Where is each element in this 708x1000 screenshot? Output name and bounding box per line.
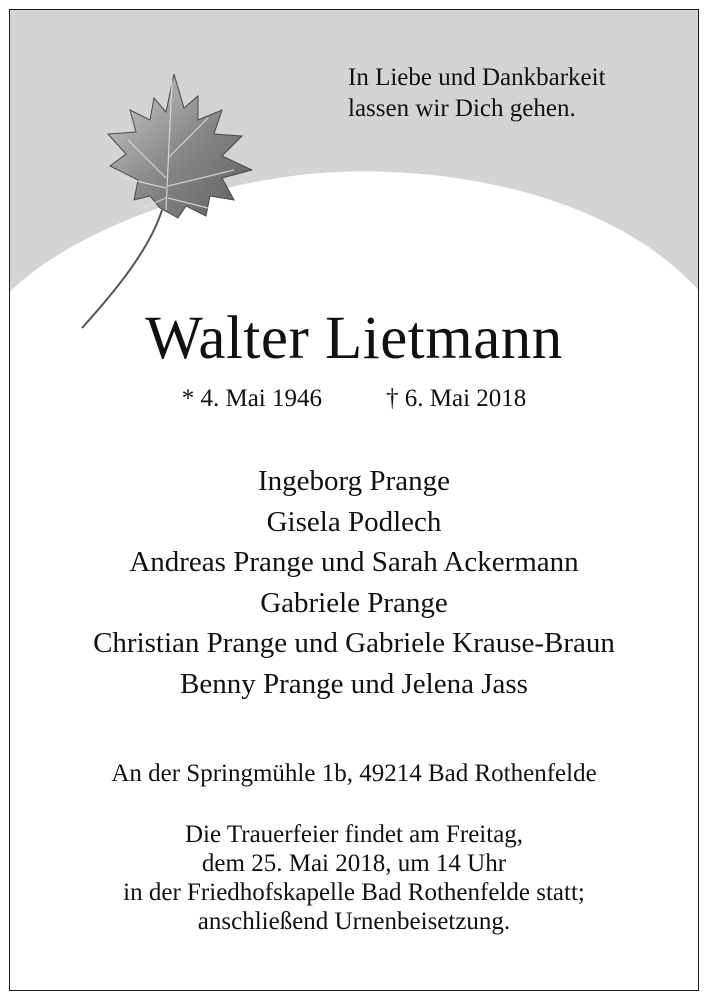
- quote-line-2: lassen wir Dich gehen.: [348, 95, 576, 122]
- address: An der Springmühle 1b, 49214 Bad Rothenfelde: [111, 760, 597, 787]
- mourners-list: [10, 461, 698, 704]
- mourner-line: Gisela Podlech: [266, 505, 442, 538]
- ceremony-notice: [10, 820, 698, 936]
- mourner-line: Andreas Prange und Sarah Ackermann: [129, 546, 579, 578]
- ceremony-line: Die Trauerfeier findet am Freitag,: [184, 821, 524, 848]
- mourner-line: Christian Prange und Gabriele Krause-Braun: [93, 627, 615, 659]
- maple-leaf-icon: [38, 58, 288, 338]
- birth-date: * 4. Mai 1946: [181, 385, 322, 412]
- header-quote: [348, 62, 678, 124]
- quote-line-1: In Liebe und Dankbarkeit: [348, 64, 606, 91]
- life-dates: [10, 384, 698, 414]
- ceremony-line: anschließend Urnenbeisetzung.: [197, 908, 511, 935]
- mourner-line: Benny Prange und Jelena Jass: [180, 667, 528, 700]
- deceased-name: Walter Lietmann: [145, 305, 563, 372]
- obituary-card: [9, 9, 699, 991]
- mourner-line: Gabriele Prange: [260, 586, 448, 619]
- ceremony-line: in der Friedhofskapelle Bad Rothenfelde statt;: [123, 879, 585, 906]
- ceremony-line: dem 25. Mai 2018, um 14 Uhr: [201, 850, 507, 877]
- death-date: † 6. Mai 2018: [386, 385, 527, 412]
- mourner-line: Ingeborg Prange: [258, 465, 450, 497]
